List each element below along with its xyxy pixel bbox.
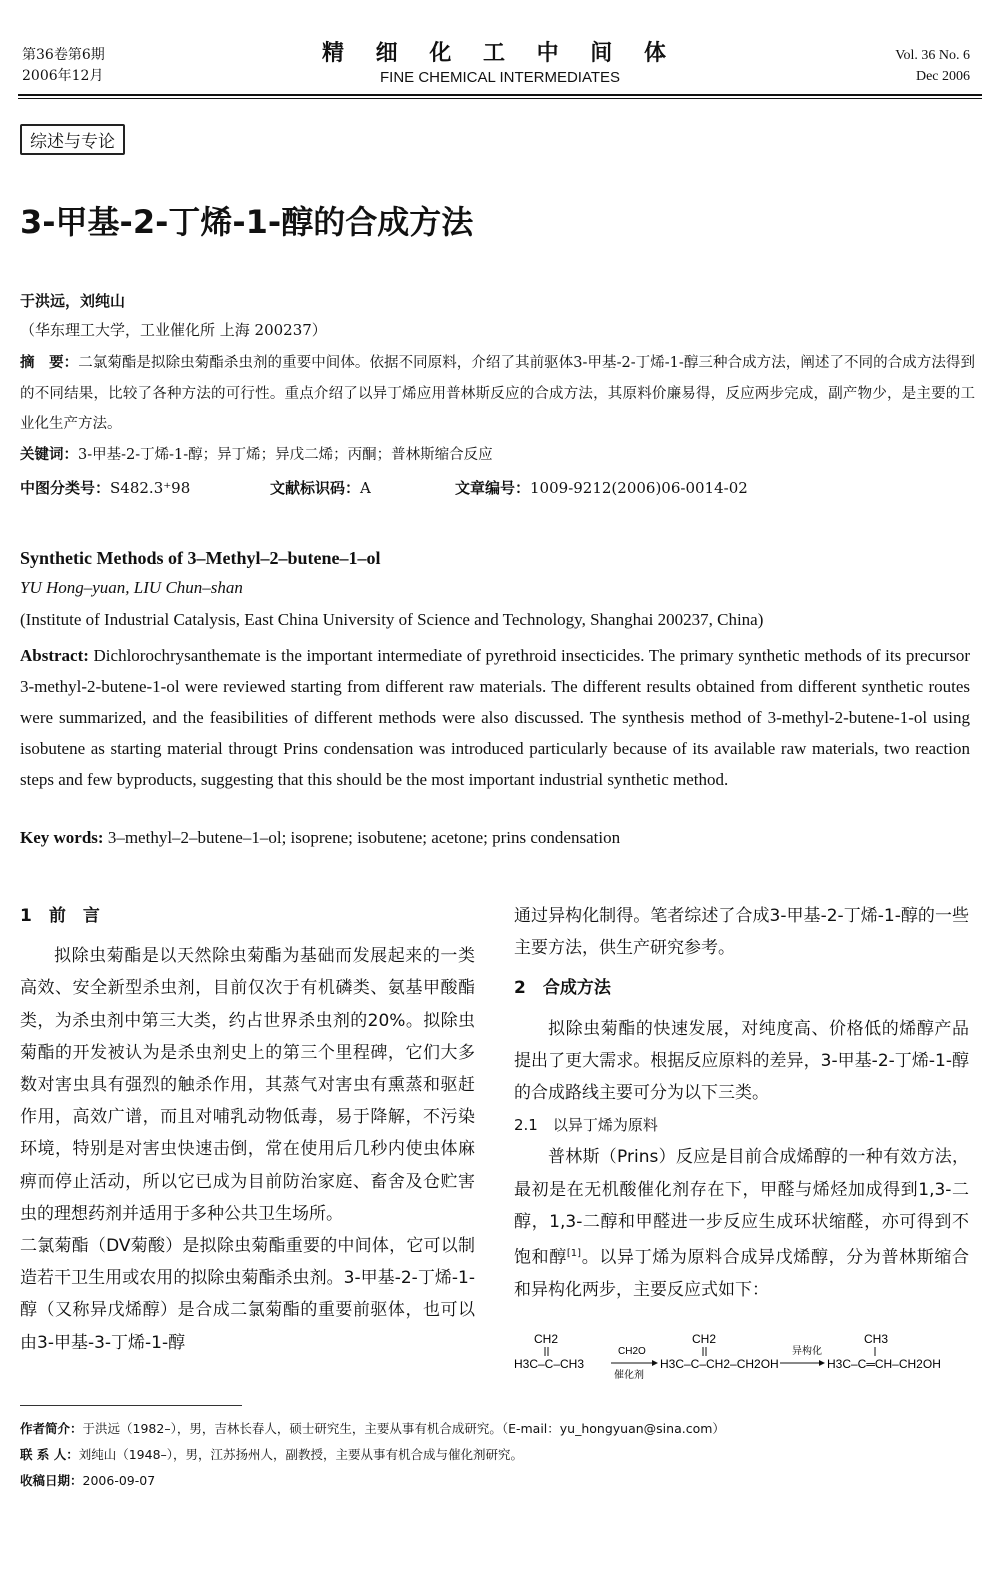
reaction-scheme [514,1326,974,1386]
footnote-contact-text: 刘纯山（1948–），男，江苏扬州人，副教授，主要从事有机合成与催化剂研究。 [78,1447,524,1462]
journal-name-en: FINE CHEMICAL INTERMEDIATES [379,69,621,86]
citation-ref[interactable]: [1] [566,1248,582,1260]
footnote-author [20,1416,725,1442]
clc-value: S482.3⁺98 [110,479,191,497]
header-rule-thin [18,98,982,99]
volume-en: Vol. 36 No. 6 [895,48,970,63]
section-2-heading: 2 合成方法 [514,978,611,999]
doc-label: 文献标识码： [270,479,361,497]
clc-number [20,477,270,498]
footnote-rule [20,1405,242,1406]
section-1-paragraph-1: 拟除虫菊酯是以天然除虫菊酯为基础而发展起来的一类高效、安全新型杀虫剂，目前仅次于有机磷类、氨基甲酸酯类，为杀虫剂中第三大类，约占世界杀虫剂的20%。拟除虫菊酯的开发被认为是杀虫剂史上的第三个里程碑，它们大多数对害虫具有强烈的触杀作用，其蒸气对害虫有熏蒸和驱赶作用，高效广谱，而且对哺乳动物低毒，易于降解，不污染环境，特别是对害虫快速击倒，常在使用后几秒内使虫体麻痹而停止活动，所以它已成为目前防治家庭、畜舍及仓贮害虫的理想药剂并适用于多种公共卫生场所。 [20,946,475,1224]
section-1-paragraph-2: 二氯菊酯（DV菊酸）是拟除虫菊酯重要的中间体，它可以制造若干卫生用或农用的拟除虫菊酯杀虫剂。3-甲基-2-丁烯-1-醇（又称异戊烯醇）是合成二氯菊酯的重要前驱体，也可以由3-甲基-3-丁烯-1-醇 [20,1236,475,1353]
journal-name-cn: 精 细 化 工 中 间 体 [322,41,678,66]
footnote-received-text: 2006-09-07 [82,1473,156,1488]
body-column-left [20,900,475,1359]
english-title: Synthetic Methods of 3–Methyl–2–butene–1–ol [20,548,381,568]
english-abstract-label: Abstract: [20,646,89,665]
footnotes [20,1416,725,1494]
scheme-r2-top: 异构化 [792,1346,822,1357]
clc-label: 中图分类号： [20,479,111,497]
body-column-right [514,900,969,1306]
footnote-author-label: 作者简介： [20,1421,83,1436]
keywords-cn-label: 关键词： [20,447,78,463]
section-2-paragraph-1: 拟除虫菊酯的快速发展，对纯度高、价格低的烯醇产品提出了更大需求。根据反应原料的差异，3-甲基-2-丁烯-1-醇的合成路线主要可分为以下三类。 [514,1018,969,1104]
journal-name [0,36,1000,86]
header-rule [18,94,982,96]
footnote-author-text: 于洪远（1982–），男，吉林长春人，硕士研究生，主要从事有机合成研究。（E-mail：yu_hongyuan@sina.com） [82,1421,725,1436]
footnote-contact-label: 联 系 人： [20,1447,79,1462]
english-affiliation: (Institute of Industrial Catalysis, East China University of Science and Technology, Shanghai 200237, China) [20,610,764,629]
scheme-m3-main: H3C–C═CH–CH2OH [827,1357,941,1371]
date-cn: 2006年12月 [22,68,104,84]
affiliation-cn: （华东理工大学，工业催化所 上海 200237） [20,321,327,339]
classification-row [20,477,980,498]
issue-info-en [895,45,970,87]
scheme-m2-main: H3C–C–CH2–CH2OH [660,1357,779,1371]
authors-cn: 于洪远，刘纯山 [20,292,126,310]
scheme-m2-top: CH2 [692,1332,717,1346]
english-abstract-text: Dichlorochrysanthemate is the important intermediate of pyrethroid insecticides. The primary synthetic methods of its precursor 3-methyl-2-butene-1-ol were reviewed starting from different raw materials. The different results obtained from different synthetic routes were summarized, and the feasibilities of different methods were also discussed. The synthesis method of 3-methyl-2-butene-1-ol using isobutene as starting material througt Prins condensation was introduced particularly because of its available raw materials, two reaction steps and few byproducts, suggesting that this should be the most important industrial synthetic method. [20,646,971,789]
scheme-m1-main: H3C–C–CH3 [514,1357,585,1371]
doc-code [270,477,455,498]
keywords-cn-text: 3-甲基-2-丁烯-1-醇；异丁烯；异戊二烯；丙酮；普林斯缩合反应 [78,447,493,463]
english-authors: YU Hong–yuan, LIU Chun–shan [20,578,243,597]
english-keywords-text: 3–methyl–2–butene–1–ol; isoprene; isobutene; acetone; prins condensation [107,828,621,847]
paper-title: 3-甲基-2-丁烯-1-醇的合成方法 [20,203,474,241]
volume-cn: 第36卷第6期 [22,47,105,63]
scheme-r1-bottom: 催化剂 [614,1370,644,1381]
abstract-cn-text: 二氯菊酯是拟除虫菊酯杀虫剂的重要中间体。依据不同原料，介绍了其前驱体3-甲基-2-丁烯-1-醇三种合成方法，阐述了不同的合成方法得到的不同结果，比较了各种方法的可行性。重点介绍了以异丁烯应用普林斯反应的合成方法，其原料价廉易得，反应两步完成，副产物少，是主要的工业化生产方法。 [20,355,976,432]
keywords-cn [20,443,493,464]
english-keywords [20,828,620,848]
section-1-continuation: 通过异构化制得。笔者综述了合成3-甲基-2-丁烯-1-醇的一些主要方法，供生产研究参考。 [514,906,969,959]
section-2-1-text-a: 普林斯（Prins）反应是目前合成烯醇的一种有效方法，最初是在无机酸催化剂存在下，甲醛与烯烃加成得到1,3-二醇，1,3-二醇和甲醛进一步反应生成环状缩醛，亦可得到不饱和醇 [514,1147,969,1268]
section-2-1-text-b: 。以异丁烯为原料合成异戊烯醇，分为普林斯缩合和异构化两步，主要反应式如下： [514,1247,970,1300]
english-keywords-label: Key words: [20,828,104,847]
abstract-cn [20,348,975,440]
section-tag: 综述与专论 [20,124,125,155]
section-2-1-paragraph-1 [514,1141,969,1306]
section-2-1-heading: 2.1 以异丁烯为原料 [514,1116,658,1135]
footnote-received-label: 收稿日期： [20,1473,83,1488]
abstract-cn-label: 摘 要： [20,355,79,371]
footnote-received [20,1468,725,1494]
article-number [455,477,748,498]
doc-value: A [360,479,371,497]
scheme-r1-top: CH2O [618,1346,646,1357]
footnote-contact [20,1442,725,1468]
article-label: 文章编号： [455,479,531,497]
article-value: 1009-9212(2006)06-0014-02 [530,479,748,497]
scheme-m3-top: CH3 [864,1332,889,1346]
english-abstract [20,640,970,795]
scheme-m1-top: CH2 [534,1332,559,1346]
section-1-heading: 1 前 言 [20,906,100,926]
date-en: Dec 2006 [915,69,970,84]
